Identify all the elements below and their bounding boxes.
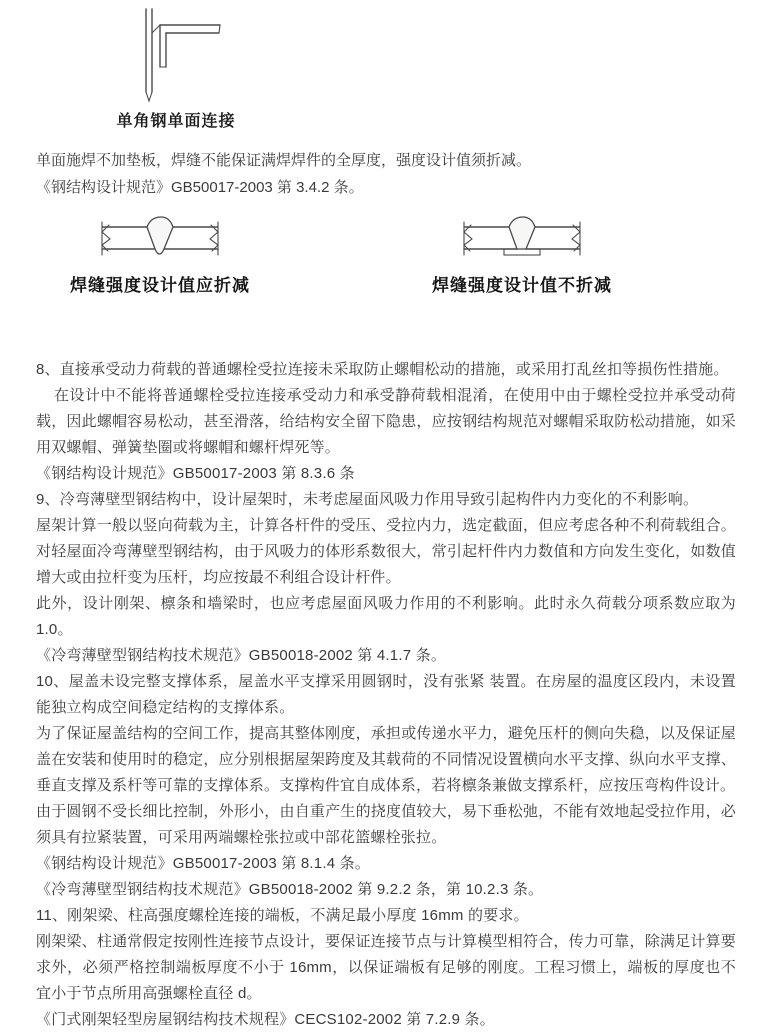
weld-reduced-caption: 焊缝强度设计值应折减 bbox=[70, 276, 250, 295]
paragraph-item-10-body-2: 由于圆钢不受长细比控制，外形小，由自重产生的挠度值较大，易下垂松弛，不能有效地起受拉作用，必须具有拉紧装置，可采用两端螺栓张拉或中部花篮螺栓张拉。 bbox=[36, 803, 736, 846]
weld-with-backing-diagram-icon bbox=[457, 215, 587, 263]
citation-cecs102-729: 《门式刚架轻型房屋钢结构技术规程》CECS102-2002 第 7.2.9 条。 bbox=[36, 1011, 495, 1028]
intro-line-2: 《钢结构设计规范》GB50017-2003 第 3.4.2 条。 bbox=[36, 179, 364, 196]
citation-gb50017-836: 《钢结构设计规范》GB50017-2003 第 8.3.6 条 bbox=[36, 465, 355, 482]
angle-steel-figure bbox=[106, 6, 246, 131]
weld-no-backing-diagram-icon bbox=[95, 215, 225, 263]
paragraph-item-11-title: 11、刚架梁、柱高强度螺栓连接的端板，不满足最小厚度 16mm 的要求。 bbox=[36, 907, 529, 924]
weld-not-reduced-caption: 焊缝强度设计值不折减 bbox=[432, 276, 612, 295]
weld-figure-reduced bbox=[62, 215, 258, 296]
weld-figure-not-reduced bbox=[424, 215, 620, 296]
citation-gb50018-922: 《冷弯薄壁型钢结构技术规范》GB50018-2002 第 9.2.2 条，第 10.2.3 条。 bbox=[36, 881, 544, 898]
citation-gb50018-417: 《冷弯薄壁型钢结构技术规范》GB50018-2002 第 4.1.7 条。 bbox=[36, 647, 447, 664]
paragraph-item-8-title: 8、直接承受动力荷载的普通螺栓受拉连接未采取防止螺帽松动的措施，或采用打乱丝扣等损伤性措施。 bbox=[36, 361, 729, 378]
document-page bbox=[0, 6, 772, 1028]
paragraph-item-9-body-1: 屋架计算一般以竖向荷载为主，计算各杆件的受压、受拉内力，选定截面，但应考虑各种不利荷载组合。对轻屋面冷弯薄壁型钢结构，由于风吸力的体形系数很大，常引起杆件内力数值和方向发生变化，如数值增大或由拉杆变为压杆，均应按最不利组合设计杆件。 bbox=[36, 517, 736, 586]
angle-figure-caption: 单角钢单面连接 bbox=[116, 113, 236, 130]
article-body bbox=[0, 357, 772, 1033]
intro-line-1: 单面施焊不加垫板，焊缝不能保证满焊焊件的全厚度，强度设计值须折减。 bbox=[36, 152, 532, 169]
paragraph-item-10-title: 10、屋盖未设完整支撑体系，屋盖水平支撑采用圆钢时，没有张紧 装置。在房屋的温度区段内，未设置能独立构成空间稳定结构的支撑体系。 bbox=[36, 673, 736, 716]
paragraph-item-8-body: 在设计中不能将普通螺栓受拉连接承受动力和承受静荷载相混淆，在使用中由于螺栓受拉并承受动荷载，因此螺帽容易松动，甚至滑落，给结构安全留下隐患，应按钢结构规范对螺帽采取防松动措施，如采用双螺帽、弹簧垫圈或将螺帽和螺杆焊死等。 bbox=[36, 387, 736, 456]
paragraph-item-9-body-2: 此外，设计刚架、檩条和墙梁时，也应考虑屋面风吸力作用的不利影响。此时永久荷载分项系数应取为 1.0。 bbox=[36, 595, 736, 638]
intro-block bbox=[0, 141, 772, 201]
paragraph-item-11-body: 刚架梁、柱通常假定按刚性连接节点设计，要保证连接节点与计算模型相符合，传力可靠，除满足计算要求外，必须严格控制端板厚度不小于 16mm，以保证端板有足够的刚度。工程习惯上，端板的厚度也不宜小于节点所用高强螺栓直径 d。 bbox=[36, 933, 736, 1002]
paragraph-item-9-title: 9、冷弯薄壁型钢结构中，设计屋架时，未考虑屋面风吸力作用导致引起构件内力变化的不利影响。 bbox=[36, 491, 699, 508]
citation-gb50017-814: 《钢结构设计规范》GB50017-2003 第 8.1.4 条。 bbox=[36, 855, 371, 872]
angle-steel-diagram-icon bbox=[116, 6, 236, 106]
weld-figures-row bbox=[0, 215, 772, 311]
paragraph-item-10-body-1: 为了保证屋盖结构的空间工作，提高其整体刚度，承担或传递水平力，避免压杆的侧向失稳，以及保证屋盖在安装和使用时的稳定，应分别根据屋架跨度及其载荷的不同情况设置横向水平支撑、纵向水平支撑、垂直支撑及系杆等可靠的支撑体系。支撑构件宜自成体系，若将檩条兼做支撑系杆，应按压弯构件设计。 bbox=[36, 725, 736, 794]
